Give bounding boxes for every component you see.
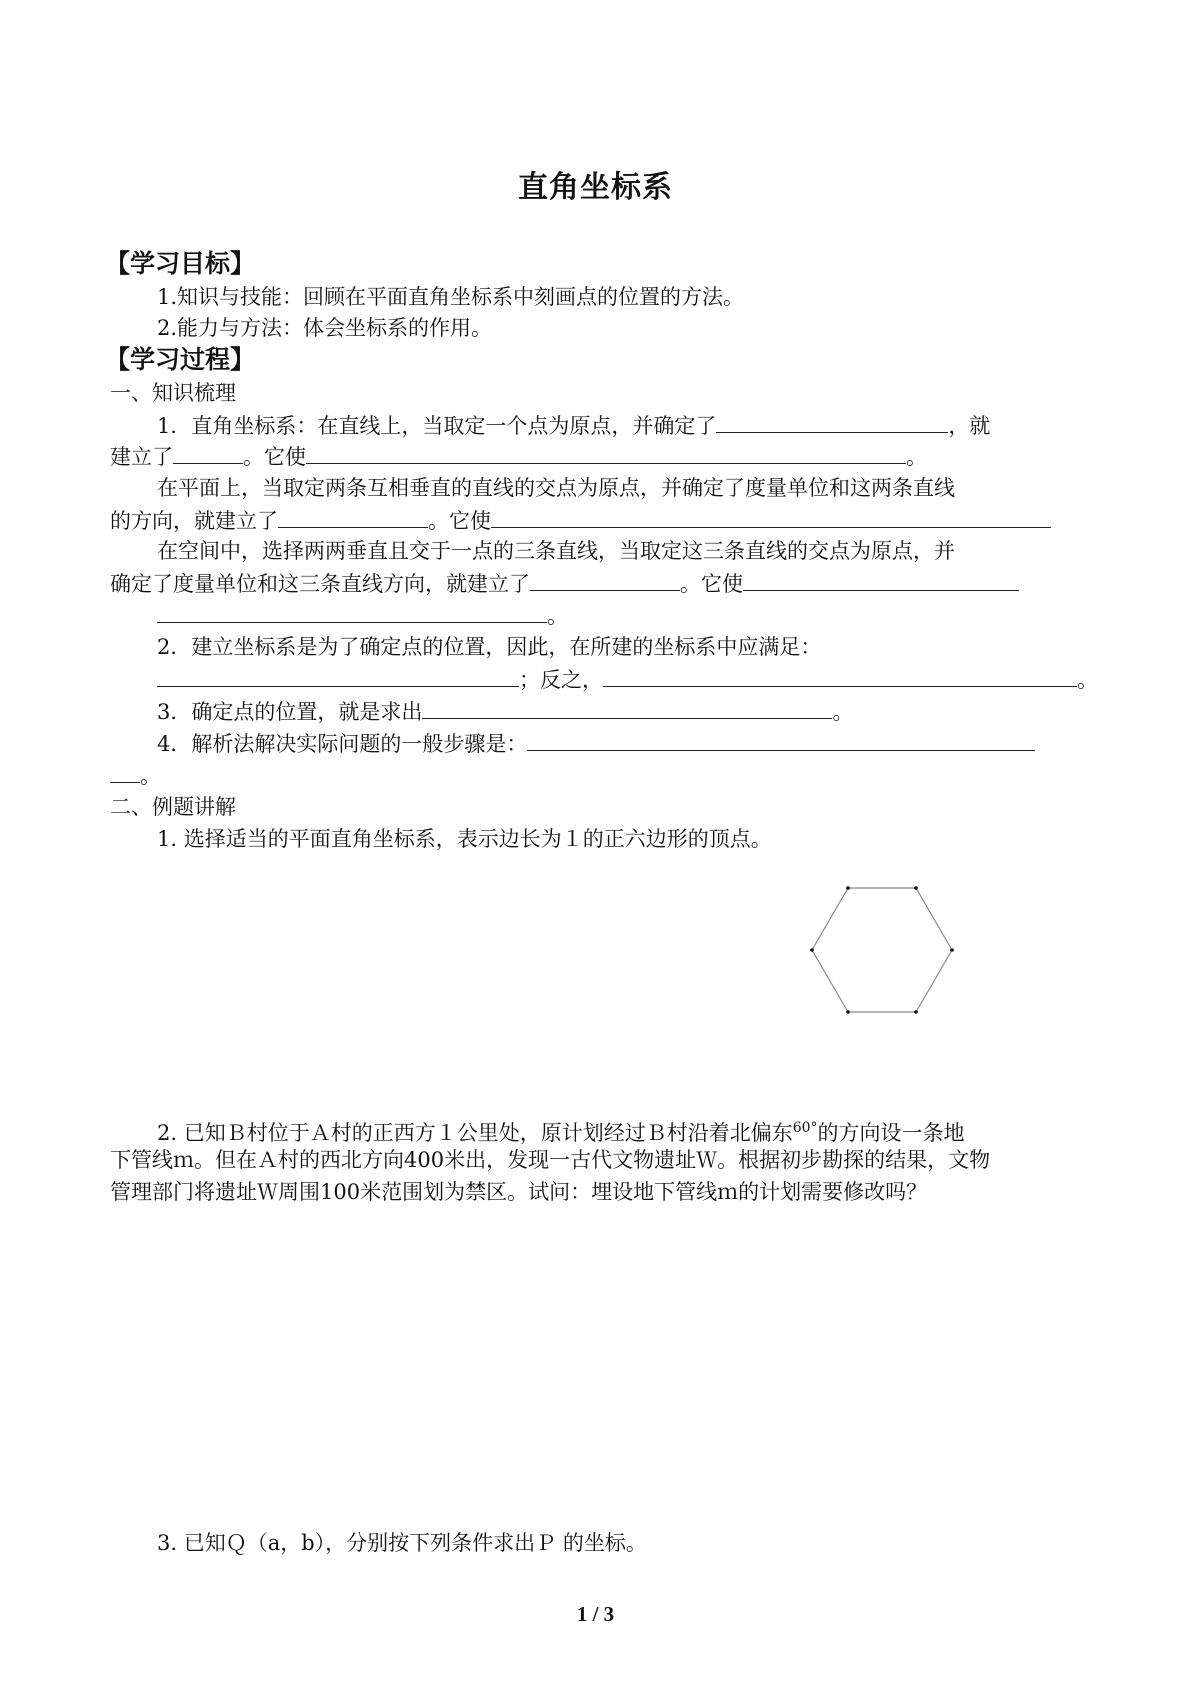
text: 。 [832,700,854,724]
paragraph-1-line-1 [157,410,990,441]
text: 。 [140,764,161,788]
text: 4．解析法解决实际问题的一般步骤是： [157,732,528,756]
hexagon-vertex [846,886,850,890]
angle-label: 60° [792,1120,818,1136]
fill-blank[interactable] [278,505,428,528]
paragraph-3-line-1: 在空间中，选择两两垂直且交于一点的三条直线，当取定这三条直线的交点为原点，并 [157,539,955,563]
text: 2. 已知Ｂ村位于Ａ村的正西方１公里处，原计划经过Ｂ村沿着北偏东 [157,1121,793,1145]
fill-blank[interactable] [527,728,1035,751]
page-title: 直角坐标系 [518,170,673,205]
fill-blank[interactable] [530,568,680,591]
fill-blank[interactable] [157,600,547,623]
goal-item-1: 1.知识与技能：回顾在平面直角坐标系中刻画点的位置的方法。 [157,285,745,309]
goal-item-2: 2.能力与方法：体会坐标系的作用。 [157,316,493,340]
example-2-line-3: 管理部门将遗址Ｗ周围100米范围划为禁区。试问：埋设地下管线ｍ的计划需要修改吗？ [110,1180,928,1204]
text: 。 [906,445,927,469]
item-3 [157,696,853,727]
example-2-line-1 [157,1113,965,1148]
fill-blank[interactable] [491,505,1051,528]
fill-blank[interactable] [173,441,243,464]
text: 确定了度量单位和这三条直线方向，就建立了 [110,572,530,596]
example-2-line-2: 下管线ｍ。但在Ａ村的西北方向400米出，发现一古代文物遗址Ｗ。根据初步勘探的结果，文物 [110,1148,991,1172]
text: 的方向，就建立了 [110,509,278,533]
text: 。 [1077,668,1098,692]
fill-blank[interactable] [157,664,519,687]
paragraph-1-line-2 [110,441,927,472]
text: 的方向设一条地 [817,1121,965,1145]
item-4-line-2 [110,760,161,791]
page-number: 1 / 3 [576,1602,615,1626]
hexagon-vertex [914,886,918,890]
hexagon-figure [806,880,956,1015]
text: 。 [547,604,568,628]
item-4-line-1 [157,728,1035,759]
item-2-line-2 [157,664,1098,695]
paragraph-3-line-3 [157,600,568,631]
hexagon-vertex [846,1010,850,1014]
hexagon-vertex [810,948,814,952]
goals-heading: 【学习目标】 [105,249,256,278]
text: 1．直角坐标系：在直线上，当取定一个点为原点，并确定了 [157,414,717,438]
example-3: 3. 已知Ｑ（a，b），分别按下列条件求出Ｐ 的坐标。 [157,1531,647,1555]
hexagon-vertex [914,1010,918,1014]
paragraph-2-line-2 [110,505,1051,536]
section-1-title: 一、知识梳理 [110,381,236,405]
text: 。它使 [680,572,743,596]
text: ，就 [948,414,991,438]
text: 建立了 [110,445,173,469]
section-2-title: 二、例题讲解 [110,795,236,819]
fill-blank[interactable] [306,441,906,464]
paragraph-3-line-2 [110,568,1019,599]
fill-blank[interactable] [110,760,140,783]
example-1: 1. 选择适当的平面直角坐标系，表示边长为１的正六边形的顶点。 [157,827,772,851]
fill-blank[interactable] [716,410,948,433]
text: 。它使 [243,445,306,469]
fill-blank[interactable] [743,568,1019,591]
fill-blank[interactable] [603,664,1077,687]
text: 3．确定点的位置，就是求出 [157,700,423,724]
text: 。它使 [428,509,491,533]
fill-blank[interactable] [422,696,832,719]
paragraph-2-line-1: 在平面上，当取定两条互相垂直的直线的交点为原点，并确定了度量单位和这两条直线 [157,476,955,500]
text: ；反之， [519,668,603,692]
hexagon-outline [812,888,952,1012]
item-2-line-1: 2．建立坐标系是为了确定点的位置，因此，在所建的坐标系中应满足： [157,635,822,659]
hexagon-vertex [950,948,954,952]
process-heading: 【学习过程】 [105,345,256,374]
